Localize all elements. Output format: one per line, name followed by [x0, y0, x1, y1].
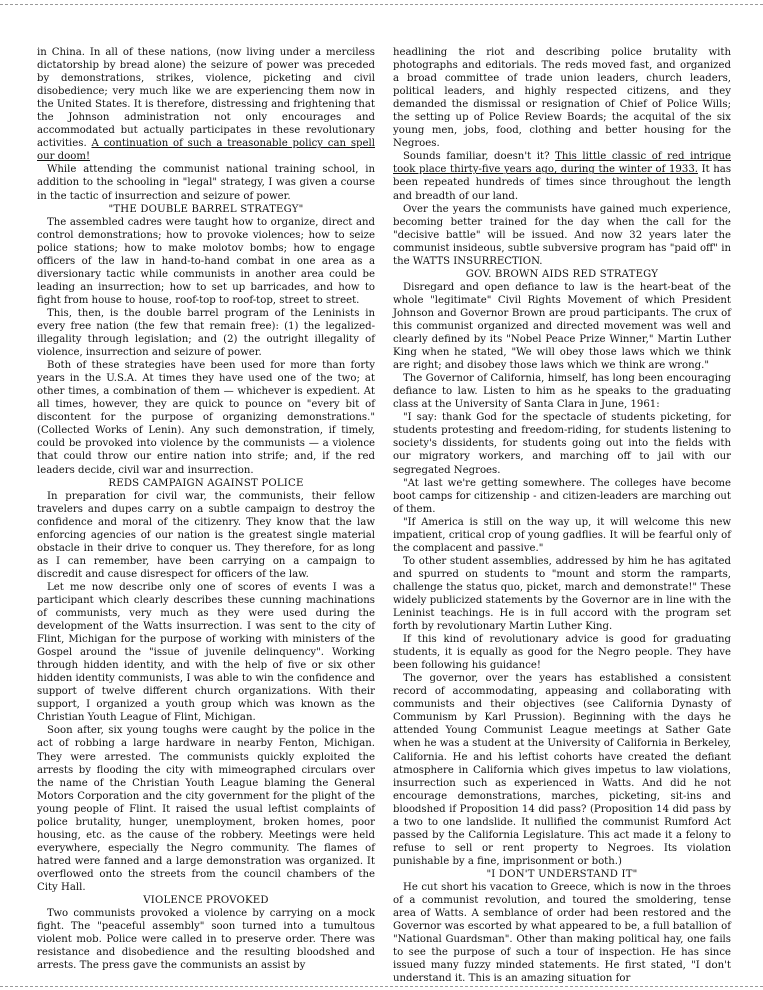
paragraph: Two communists provoked a violence by carrying on a mock fight. The "peaceful assembly" soon turned into a tumultous violent mob. Police were called in to preserve order. There was resistance and disobedience and the resulting bloodshed and arrests. The press gave the communists an assist by: [37, 908, 375, 972]
section-heading: GOV. BROWN AIDS RED STRATEGY: [465, 268, 659, 280]
bottom-page-edge: [0, 986, 763, 987]
top-page-edge: [0, 4, 763, 5]
right-column: [393, 46, 731, 985]
paragraph: Both of these strategies have been used for more than forty years in the U.S.A. At times they have used one of the two; at other times, a combination of them — whichever is expedient. At all times, however, they are quick to pounce on "every bit of discontent for the purpose of organizing demonstrations." (Collected Works of Lenin). Any such demonstration, if timely, could be provoked into violence by the communists — a violence that could throw our entire nation into strife; and, if the red leaders decide, civil war and insurrection.: [37, 360, 375, 476]
paragraph: He cut short his vacation to Greece, which is now in the throes of a communist revolution, and toured the smoldering, tense area of Watts. A semblance of order had been restored and the Governor was escorted by what appeared to be, a full batallion of "National Guardsman". Other than making political hay, one fails to see the purpose of such a tour of inspection. He has since issued many fuzzy minded statements. He first stated, "I don't understand it. This is an amazing situation for: [393, 882, 731, 985]
paragraph: in China. In all of these nations, (now living under a merciless dictatorship by bread alone) the seizure of power was preceded by demonstrations, strikes, violence, picketing and civil disobedience; very much like we are experiencing them now in the United States. It is therefore, distressing and frightening that the Johnson administration not only encourages and accommodated but actually participates in these revolutionary activities. A continuation of such a treasonable policy can spell our doom!: [37, 47, 375, 163]
quote-paragraph: "I say: thank God for the spectacle of students picketing, for students protesting and freedom-riding, for students listening to society's dissidents, for students going out into the fields with our migratory workers, and marching off to jail with our segregated Negroes.: [393, 412, 731, 476]
quote-paragraph: "At last we're getting somewhere. The colleges have become boot camps for citizenship - and citizen-leaders are marching out of them.: [393, 477, 731, 515]
paragraph: If this kind of revolutionary advice is good for graduating students, it is equally as good for the Negro people. They have been following his guidance!: [393, 634, 731, 672]
underlined-passage: A continuation of such a treasonable policy can spell our doom!: [37, 138, 375, 163]
section-heading: "THE DOUBLE BARREL STRATEGY": [108, 203, 304, 215]
paragraph: This, then, is the double barrel program of the Leninists in every free nation (the few that remain free): (1) the legalized-illegality through legislation; and (2) the outright illegality of violence, insurrection and seizure of power.: [37, 307, 375, 359]
paragraph: The Governor of California, himself, has long been encouraging defiance to law. Listen to him as he speaks to the graduating class at the University of Santa Clara in June, 1961:: [393, 373, 731, 411]
section-heading: "I DON'T UNDERSTAND IT": [486, 868, 638, 880]
underlined-passage: This little classic of red intrigue took place thirty-five years ago, during the winter of 1933.: [393, 151, 731, 176]
paragraph: headlining the riot and describing police brutality with photographs and editorials. The reds moved fast, and organized a broad committee of trade union leaders, church leaders, political leaders, and highly respected citizens, and they demanded the dismissal or resignation of Chief of Police Wills; the setting up of Police Review Boards; the acquital of the six young men, jobs, food, clothing and better housing for the Negroes.: [393, 47, 731, 150]
paragraph: Let me now describe only one of scores of events I was a participant which clearly describes these cunning machinations of communists, very much as they were used during the development of the Watts insurrection. I was sent to the city of Flint, Michigan for the purpose of working with ministers of the Gospel around the "issue of juvenile delinquency". Working through hidden identity, and with the help of five or six other hidden identity communists, I was able to win the confidence and support of twelve different church organizations. With their support, I organized a youth group which was known as the Christian Youth League of Flint, Michigan.: [37, 581, 375, 724]
paragraph: Soon after, six young toughs were caught by the police in the act of robbing a large hardware in nearby Fenton, Michigan. They were arrested. The communists quickly exploited the arrests by flooding the city with mimeographed circulars over the name of the Christian Youth League blaming the General Motors Corporation and the city government for the plight of the young people of Flint. It raised the usual leftist complaints of police brutality, hunger, unemployment, broken homes, poor housing, etc. as the cause of the robbery. Meetings were held everywhere, especially the Negro community. The flames of hatred were fanned and a large demonstration was organized. It overflowed onto the streets from the council chambers of the City Hall.: [37, 725, 375, 893]
paragraph: The assembled cadres were taught how to organize, direct and control demonstrations; how to provoke violences; how to seize police stations; how to make molotov bombs; how to engage officers of the law in hand-to-hand combat in one area as a diversionary tactic while communists in another area could be leading an insurrection; how to set up barricades, and how to fight from house to house, roof-top to roof-top, street to street.: [37, 216, 375, 306]
section-heading: VIOLENCE PROVOKED: [143, 895, 269, 907]
paragraph: Over the years the communists have gained much experience, becoming better trained for the day when the call for the "decisive battle" will be issued. And now 32 years later the communist insideous, subtle subversive program has "paid off" in the WATTS INSURRECTION.: [393, 203, 731, 267]
paragraph: Sounds familiar, doesn't it? This little classic of red intrigue took place thirty-five years ago, during the winter of 1933. It has been repeated hundreds of times since throughout the length and breadth of our land.: [393, 151, 732, 202]
section-heading: REDS CAMPAIGN AGAINST POLICE: [108, 477, 304, 489]
paragraph: To other student assemblies, addressed by him he has agitated and spurred on students to "mount and storm the ramparts, challenge the status quo, picket, march and demonstrate!" These widely publicized statements by the Governor are in line with the Leninist teachings. He is in full accord with the program set forth by revolutionary Martin Luther King.: [393, 555, 731, 633]
left-column: [37, 46, 375, 972]
paragraph: Disregard and open defiance to law is the heart-beat of the whole "legitimate" Civil Rights Movement of which President Johnson and Governor Brown are proud participants. The crux of this communist organized and directed movement was well and clearly defined by its "Nobel Peace Prize Winner," Martin Luther King when he stated, "We will obey those laws which we think are right; and disobey those laws which we think are wrong.": [393, 281, 731, 372]
paragraph: While attending the communist national training school, in addition to the schooling in "legal" strategy, I was given a course in the tactic of insurrection and seizure of power.: [37, 164, 375, 202]
quote-paragraph: "If America is still on the way up, it will welcome this new impatient, critical crop of young gadflies. It will be fearful only of the complacent and passive.": [393, 516, 731, 554]
paragraph: In preparation for civil war, the communists, their fellow travelers and dupes carry on a subtle campaign to destroy the confidence and moral of the citizenry. They know that the law enforcing agencies of our nation is the greatest single material obstacle in their drive to conquer us. They therefore, for as long as I can remember, have been carrying on a campaign to discredit and cause disrespect for officers of the law.: [37, 490, 375, 580]
paragraph: The governor, over the years has established a consistent record of accommodating, appeasing and collaborating with communists and their objectives (see California Dynasty of Communism by Karl Prussion). Beginning with the days he attended Young Communist League meetings at Sather Gate when he was a student at the University of California in Berkeley, California. He and his leftist cohorts have created the defiant atmosphere in California which gives impetus to law violations, insurrection such as experienced in Watts. And did he not encourage demonstrations, marches, picketing, sit-ins and bloodshed if Proposition 14 did pass? (Proposition 14 did pass by a two to one landslide. It nullified the communist Rumford Act passed by the California Legislature. This act made it a felony to refuse to sell or rent property to Negroes. Its violation punishable by a fine, imprisonment or both.): [393, 673, 731, 867]
